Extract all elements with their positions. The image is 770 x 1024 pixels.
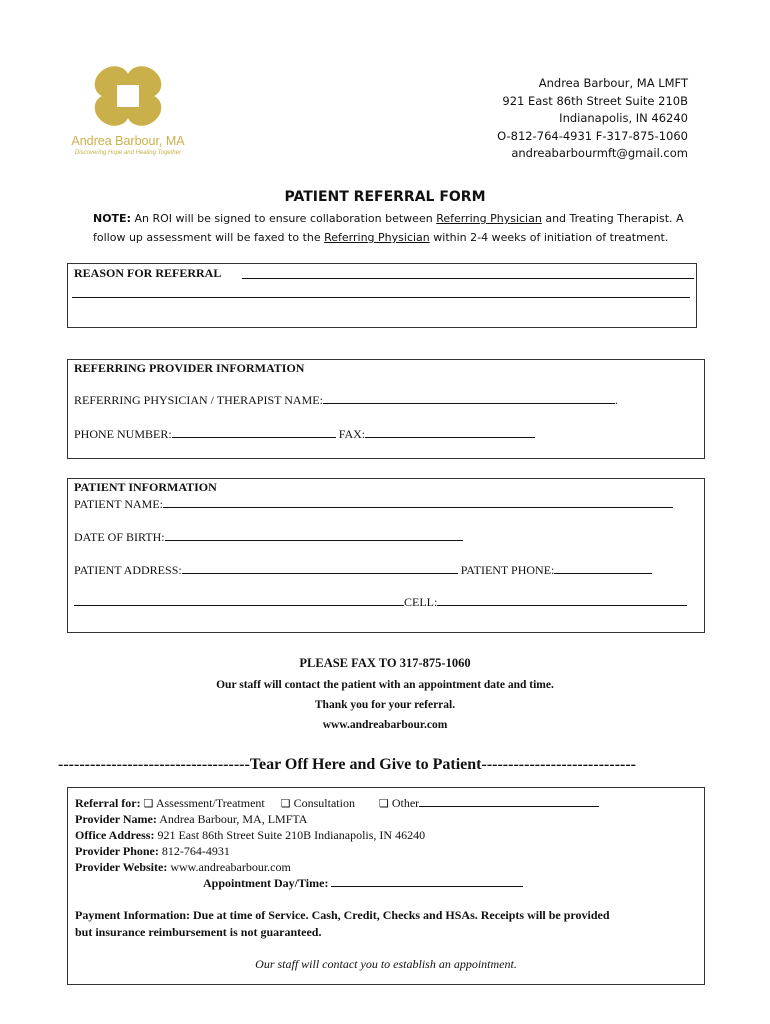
payment-line-2: but insurance reimbursement is not guaranteed. <box>75 925 322 939</box>
provider-phone-row <box>74 427 535 442</box>
other-field[interactable] <box>419 797 599 807</box>
knot-logo-icon <box>90 64 166 128</box>
checkbox-consultation-icon[interactable]: ❏ <box>280 797 291 810</box>
patient-cell-field[interactable] <box>437 596 687 606</box>
patient-phone-label: PATIENT PHONE: <box>460 563 555 577</box>
reason-line-2[interactable] <box>72 297 690 298</box>
patient-address-field[interactable] <box>182 564 458 574</box>
provider-box <box>67 359 705 459</box>
slip-phone: 812-764-4931 <box>161 844 230 858</box>
patient-dob-field[interactable] <box>165 531 463 541</box>
slip-office: 921 East 86th Street Suite 210B Indianapolis, IN 46240 <box>157 828 426 842</box>
provider-fax-field[interactable] <box>365 428 535 438</box>
referral-for-label: Referral for: <box>75 796 141 810</box>
fax-website[interactable]: www.andreabarbour.com <box>322 719 448 731</box>
patient-address-line-2-field[interactable] <box>74 596 404 606</box>
provider-phone-label: PHONE NUMBER: <box>74 427 172 441</box>
note-label: NOTE: <box>93 212 131 225</box>
note-link-1: Referring Physician <box>436 212 542 225</box>
slip-office-label: Office Address: <box>75 828 155 842</box>
patient-heading: PATIENT INFORMATION <box>74 480 217 494</box>
provider-heading: REFERRING PROVIDER INFORMATION <box>74 361 305 375</box>
address-line-5: andreabarbourmft@gmail.com <box>511 146 688 160</box>
slip-appt-label: Appointment Day/Time: <box>203 876 329 890</box>
patient-cell-row <box>74 595 687 610</box>
logo-name: Andrea Barbour, MA <box>71 134 185 148</box>
patient-name-label: PATIENT NAME: <box>74 497 164 511</box>
fax-line-2: Thank you for your referral. <box>314 699 456 711</box>
provider-phone-field[interactable] <box>172 428 336 438</box>
note-link-2: Referring Physician <box>324 231 430 244</box>
note-part-3: within 2-4 weeks of initiation of treatment. <box>429 231 669 244</box>
option-consultation: Consultation <box>293 796 355 810</box>
fax-title: PLEASE FAX TO 317-875-1060 <box>299 656 471 670</box>
option-assessment: Assessment/Treatment <box>155 796 265 810</box>
checkbox-assessment-icon[interactable]: ❏ <box>143 797 154 810</box>
provider-website-line <box>75 860 291 875</box>
patient-dob-row <box>74 530 463 545</box>
tear-left-dashes: ------------------------------------ <box>58 756 250 773</box>
slip-provider-name-label: Provider Name: <box>75 812 157 826</box>
patient-box <box>67 478 705 633</box>
tear-text: Tear Off Here and Give to Patient <box>249 756 482 773</box>
provider-fax-label: FAX: <box>338 427 366 441</box>
form-title: PATIENT REFERRAL FORM <box>284 189 486 205</box>
reason-box <box>67 263 697 328</box>
note-part-2: and Treating Therapist. A follow up assessment will be faxed to the <box>93 212 684 244</box>
reason-label: REASON FOR REFERRAL <box>74 266 222 280</box>
slip-website[interactable]: www.andreabarbour.com <box>170 860 291 874</box>
provider-name-row: REFERRING PHYSICIAN / THERAPIST NAME: . <box>74 393 618 407</box>
address-line-2: 921 East 86th Street Suite 210B <box>502 93 688 108</box>
slip-website-label: Provider Website: <box>75 860 168 874</box>
provider-phone-line <box>75 844 230 859</box>
address-line-4: O-812-764-4931 F-317-875-1060 <box>497 128 688 143</box>
patient-address-label: PATIENT ADDRESS: <box>74 563 182 577</box>
tear-right-dashes: ----------------------------- <box>481 756 636 773</box>
patient-name-row <box>74 497 673 512</box>
provider-name-label: REFERRING PHYSICIAN / THERAPIST NAME: <box>74 393 323 407</box>
reason-line-1[interactable] <box>242 278 694 279</box>
logo <box>64 64 192 164</box>
address-block <box>497 75 688 163</box>
slip-provider-name: Andrea Barbour, MA, LMFTA <box>159 812 308 826</box>
patient-phone-field[interactable] <box>554 564 652 574</box>
address-line-3: Indianapolis, IN 46240 <box>559 111 688 125</box>
appointment-field[interactable] <box>331 877 523 887</box>
patient-cell-label: CELL: <box>404 595 438 609</box>
note <box>93 209 703 247</box>
logo-tagline: Discovering Hope and Healing Together <box>74 150 182 156</box>
address-line-1: Andrea Barbour, MA LMFT <box>538 76 688 90</box>
patient-address-row <box>74 563 652 578</box>
appointment-line <box>203 876 523 891</box>
referral-for-row <box>75 796 599 811</box>
slip-phone-label: Provider Phone: <box>75 844 159 858</box>
closing-note: Our staff will contact you to establish an appointment. <box>255 957 517 971</box>
tear-off-line <box>58 756 718 774</box>
payment-line-1: Payment Information: Due at time of Service. Cash, Credit, Checks and HSAs. Receipts will be provided <box>75 908 610 922</box>
patient-slip-box <box>67 787 705 985</box>
patient-dob-label: DATE OF BIRTH: <box>74 530 165 544</box>
fax-line-1: Our staff will contact the patient with an appointment date and time. <box>216 679 554 691</box>
provider-name-field[interactable] <box>323 394 615 404</box>
patient-name-field[interactable] <box>163 498 673 508</box>
provider-name-line <box>75 812 307 827</box>
option-other: Other <box>391 796 420 810</box>
office-address-line <box>75 828 425 843</box>
note-part-1: An ROI will be signed to ensure collaboration between <box>130 212 437 225</box>
checkbox-other-icon[interactable]: ❏ <box>378 797 389 810</box>
